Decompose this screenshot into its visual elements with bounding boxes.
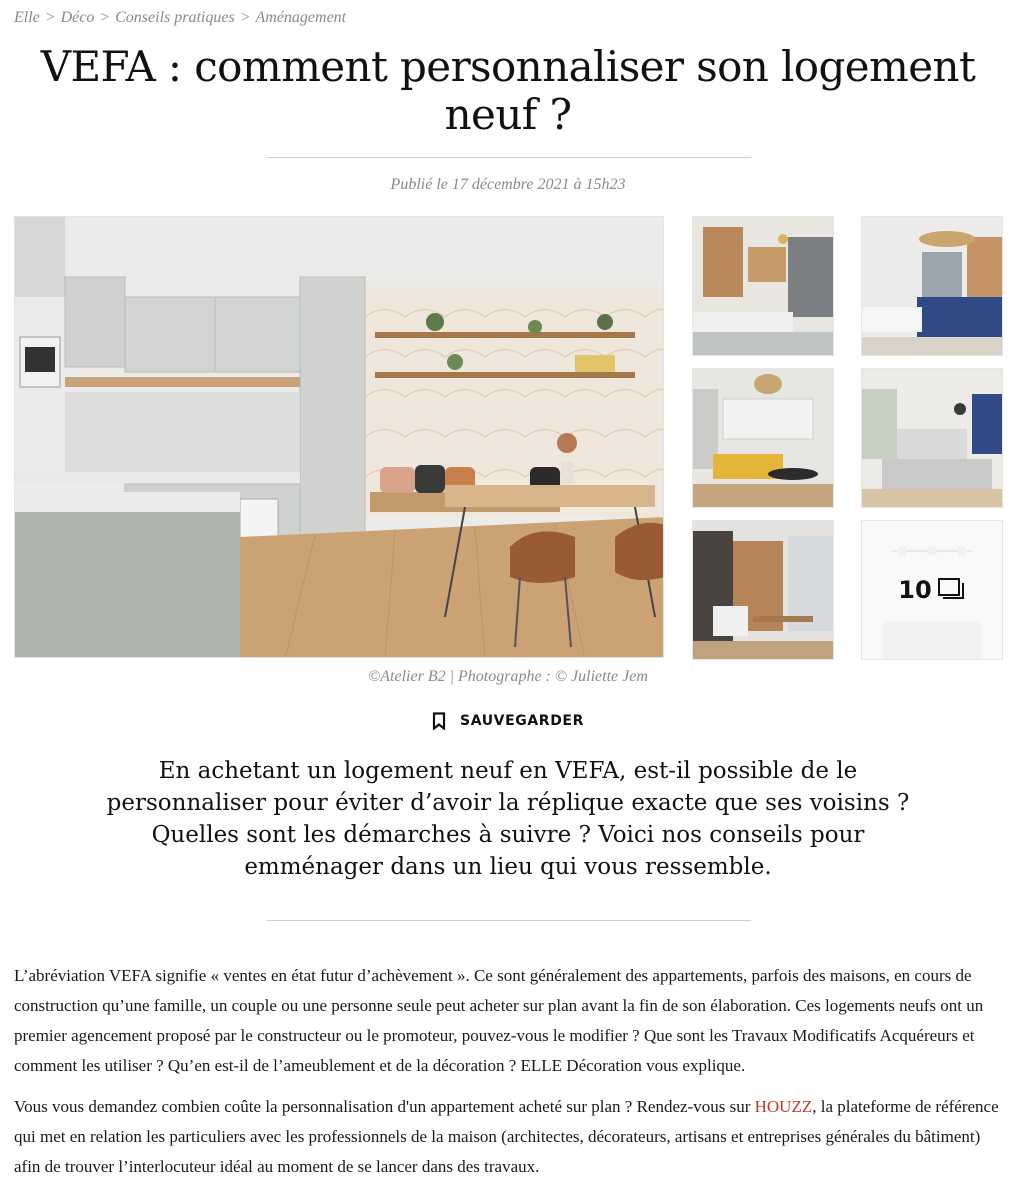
breadcrumb-item-amenagement[interactable]: Aménagement — [255, 9, 347, 26]
lead-divider — [267, 920, 751, 921]
paragraph-text: Vous vous demandez combien coûte la personnalisation d'un appartement acheté sur plan ? Rendez-vous sur — [14, 1097, 755, 1116]
breadcrumb-item-elle[interactable]: Elle — [14, 9, 40, 26]
gallery-more-overlay — [862, 521, 1002, 659]
publication-date: Publié le 17 décembre 2021 à 15h23 — [390, 176, 626, 193]
thumbnail-photo — [862, 217, 1003, 356]
bookmark-icon — [432, 712, 446, 730]
paragraph-text: , la plateforme de référence qui met en relation les particuliers avec les professionnels de la maison (architectes, décorateurs, artisans et entreprises générales du bâtiment) afin de trouver l’interlocuteur idéal au moment de se lancer dans des travaux. — [14, 1097, 999, 1176]
gallery-main-photo[interactable] — [14, 216, 664, 658]
breadcrumb-item-deco[interactable]: Déco — [60, 9, 95, 26]
article-paragraph — [14, 1092, 1008, 1182]
gallery-thumbnail-3[interactable] — [692, 368, 834, 508]
article-title: VEFA : comment personnaliser son logement neuf ? — [40, 42, 976, 139]
gallery-photo-count: 10 — [898, 576, 932, 604]
houzz-link[interactable]: HOUZZ — [754, 1097, 813, 1116]
thumbnail-photo — [693, 369, 834, 508]
article-lead: En achetant un logement neuf en VEFA, est-il possible de le personnaliser pour éviter d’avoir la réplique exacte que ses voisins ? Quelles sont les démarches à suivre ? Voici nos conseils pour emménager dans un lieu qui vous ressemble. — [106, 758, 910, 880]
gallery-thumbnail-6[interactable] — [861, 520, 1003, 660]
gallery-thumbnail-2[interactable] — [861, 216, 1003, 356]
thumbnail-photo — [862, 369, 1003, 508]
breadcrumb-separator: > — [99, 9, 111, 26]
save-row — [0, 712, 1016, 730]
photo-credit: ©Atelier B2 | Photographe : © Juliette Jem — [368, 668, 648, 685]
gallery-thumbnail-4[interactable] — [861, 368, 1003, 508]
kitchen-photo — [15, 217, 664, 658]
breadcrumb — [14, 9, 346, 27]
title-divider — [267, 157, 751, 158]
breadcrumb-item-conseils[interactable]: Conseils pratiques — [115, 9, 235, 26]
breadcrumb-separator: > — [239, 9, 251, 26]
article-paragraph: L’abréviation VEFA signifie « ventes en état futur d’achèvement ». Ce sont généralement des appartements, parfois des maisons, en cours de construction qu’une famille, un couple ou une personne seule peut acheter sur plan avant la fin de son élaboration. Ces logements neufs ont un premier agencement proposé par le constructeur ou le promoteur, pouvez-vous le modifier ? Que sont les Travaux Modificatifs Acquéreurs et comment les utiliser ? Qu’en est-il de l’ameublement et de la décoration ? ELLE Décoration vous explique. — [14, 966, 984, 1075]
gallery-thumbnail-5[interactable] — [692, 520, 834, 660]
save-button[interactable] — [432, 712, 584, 730]
thumbnail-photo — [693, 521, 834, 660]
thumbnail-photo — [693, 217, 834, 356]
gallery-thumbnail-1[interactable] — [692, 216, 834, 356]
save-button-label: SAUVEGARDER — [460, 713, 584, 729]
breadcrumb-separator: > — [44, 9, 56, 26]
photo-stack-icon — [938, 578, 966, 602]
